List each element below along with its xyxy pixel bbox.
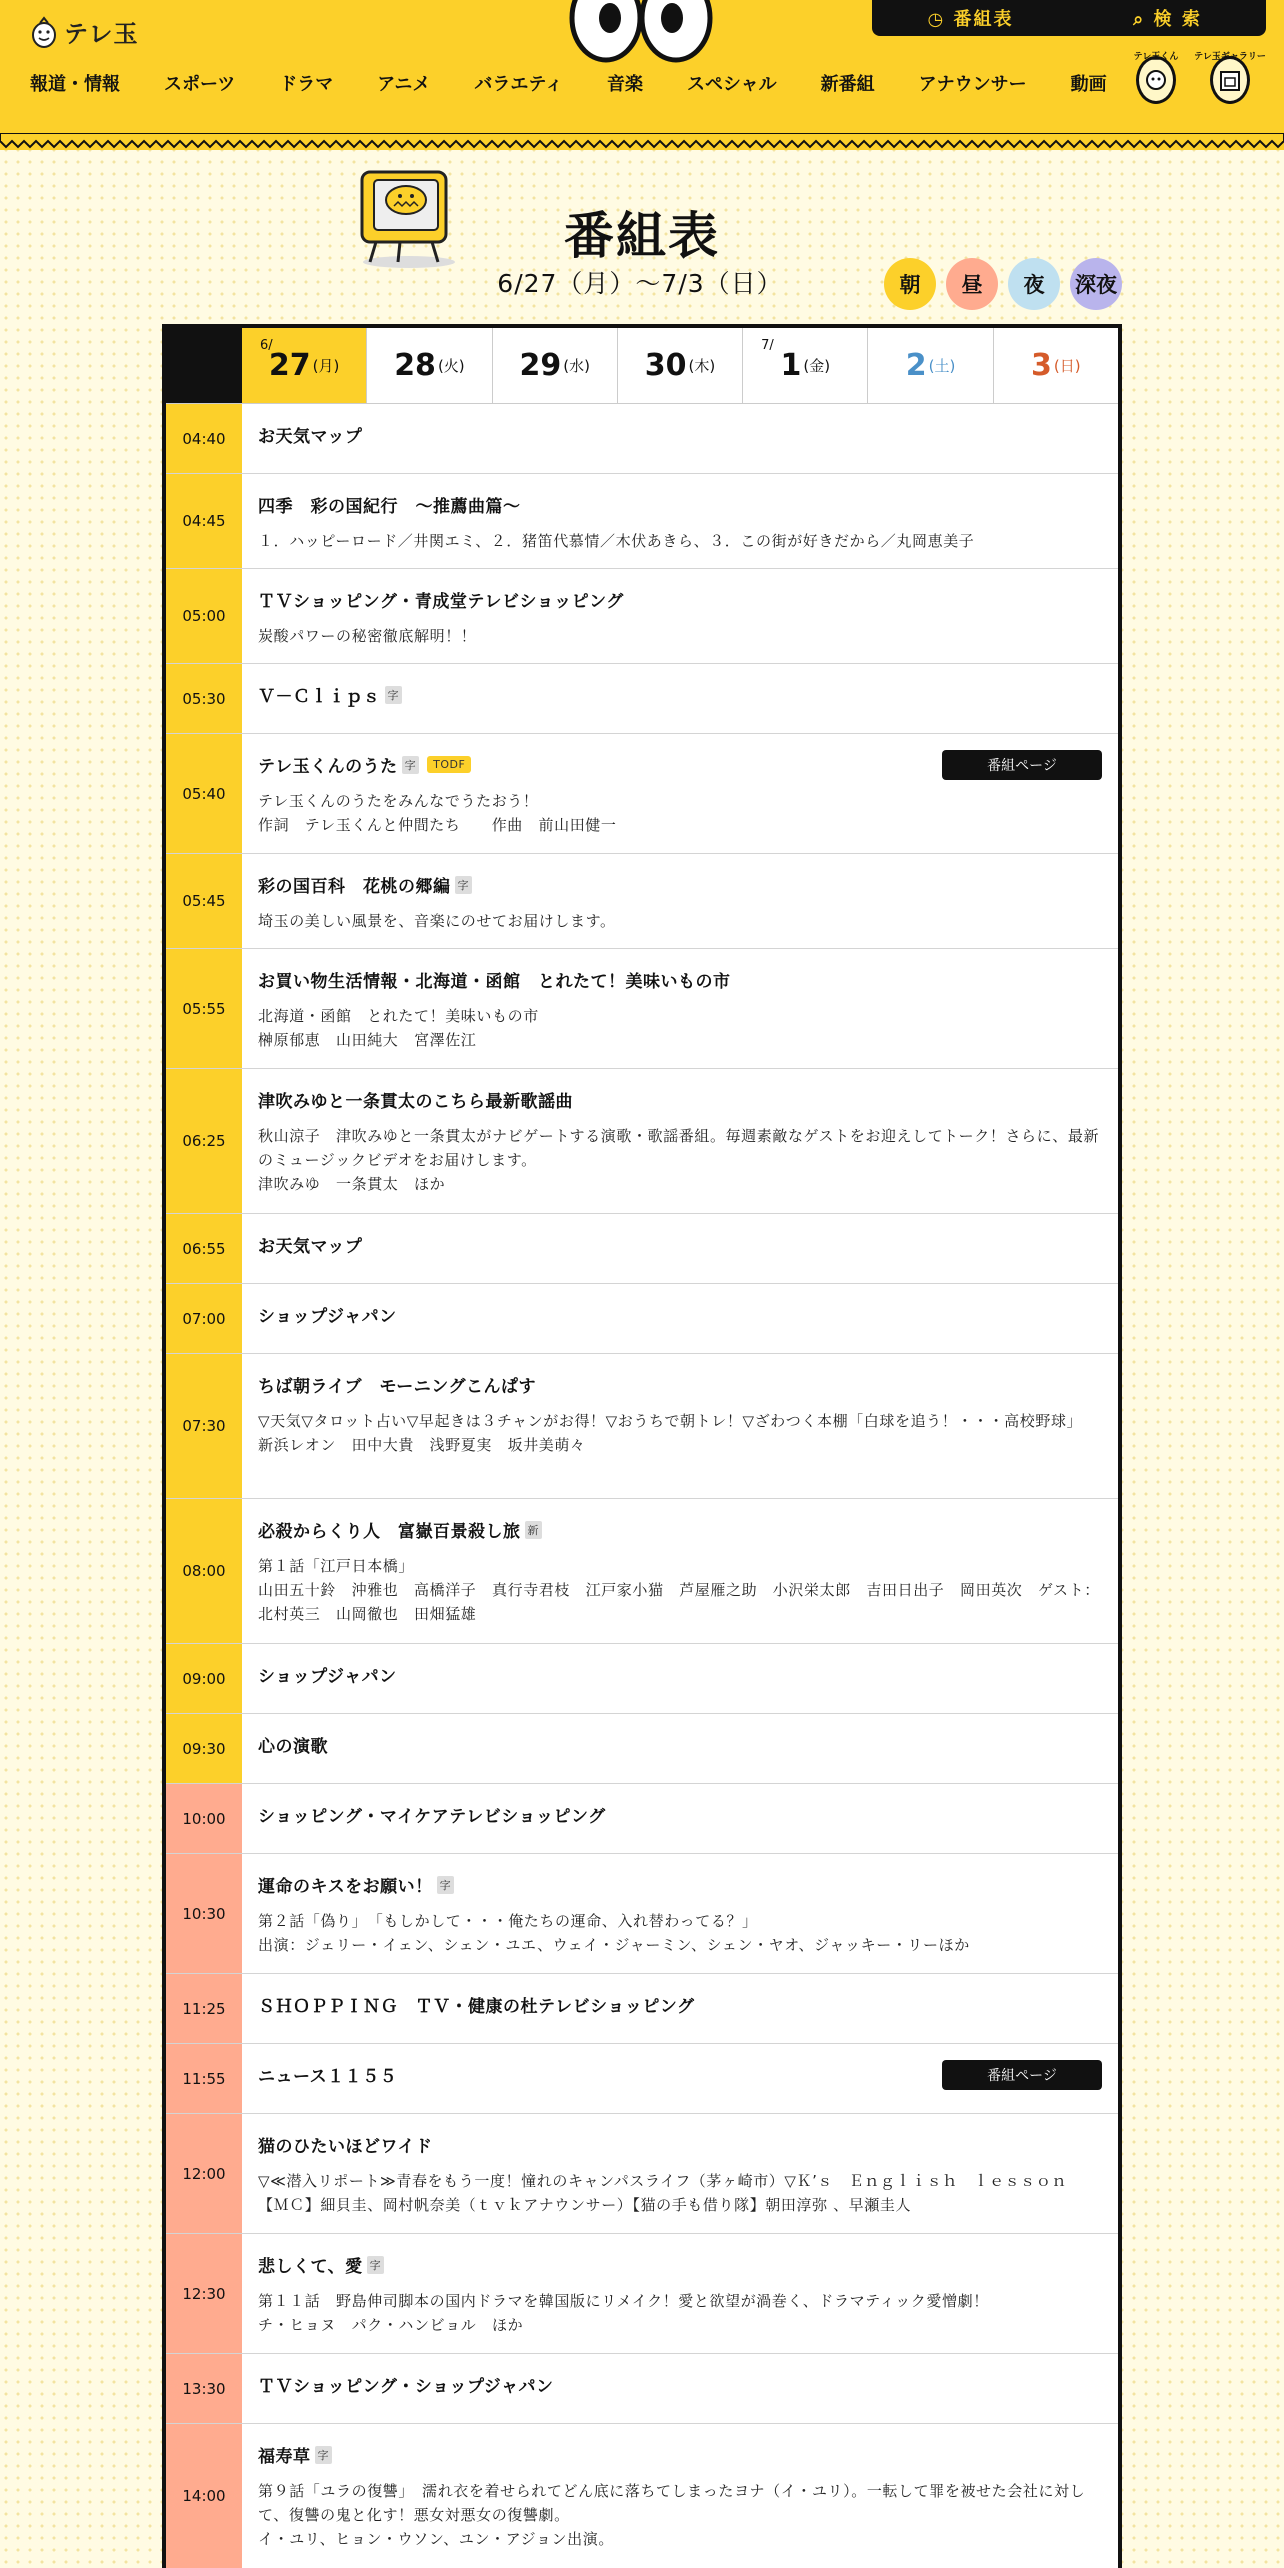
program-row[interactable] — [166, 2354, 1118, 2424]
program-description — [258, 2169, 1102, 2217]
program-row[interactable] — [166, 1284, 1118, 1354]
top-button-bar — [872, 0, 1266, 36]
program-row[interactable] — [166, 854, 1118, 949]
program-row[interactable] — [166, 2114, 1118, 2234]
day-number: 28 — [394, 348, 436, 383]
program-title: 猫のひたいほどワイド — [258, 2137, 433, 2157]
program-time: 12:30 — [166, 2234, 242, 2353]
nav-item-anime[interactable]: アニメ — [377, 74, 431, 95]
program-time: 04:45 — [166, 474, 242, 568]
calendar-icon — [1219, 68, 1241, 92]
program-title-line — [258, 2442, 1102, 2467]
nav-item-news[interactable]: 報道・情報 — [30, 74, 120, 95]
program-title: ニュース１１５５ — [258, 2067, 398, 2087]
program-title: ＴＶショッピング・青成堂テレビショッピング — [258, 592, 624, 612]
main-nav — [30, 70, 1151, 96]
day-weekday: (木) — [688, 357, 716, 375]
program-row[interactable] — [166, 1974, 1118, 2044]
day-tabs — [166, 328, 1118, 404]
program-row[interactable] — [166, 1214, 1118, 1284]
program-description-line: 出演：ジェリー・イェン、シェン・ユエ、ウェイ・ジャーミン、シェン・ヤオ、ジャッキー・リーほか — [258, 1936, 970, 1954]
schedule-button-label: 番組表 — [953, 9, 1014, 30]
tod-late-night-button[interactable]: 深夜 — [1070, 258, 1122, 310]
program-title: 必殺からくり人 富嶽百景殺し旅 — [258, 1522, 521, 1542]
program-time: 06:55 — [166, 1214, 242, 1283]
program-description-line: 第９話「ユラの復讐」 濡れ衣を着せられてどん底に落ちてしまったヨナ（イ・ユリ）。一転して罪を被せた会社に対して、復讐の鬼と化す！悪女対悪女の復讐劇。 — [258, 2482, 1086, 2524]
program-row[interactable] — [166, 1784, 1118, 1854]
program-description-line: 秋山涼子 津吹みゆと一条貫太がナビゲートする演歌・歌謡番組。毎週素敵なゲストをお迎えしてトーク！さらに、最新のミュージックビデオをお届けします。 — [258, 1127, 1100, 1169]
program-title: お天気マップ — [258, 1237, 363, 1257]
program-page-button[interactable]: 番組ページ — [942, 2060, 1102, 2090]
program-description: １．ハッピーロード／井関エミ、２．猪笛代慕情／木伏あきら、３．この街が好きだから／丸岡恵美子 — [258, 532, 975, 550]
program-row[interactable] — [166, 569, 1118, 664]
day-month: 7/ — [761, 338, 774, 353]
program-time: 12:00 — [166, 2114, 242, 2233]
program-description — [258, 1124, 1102, 1196]
program-description — [258, 2289, 1102, 2337]
tod-night-button[interactable]: 夜 — [1008, 258, 1060, 310]
program-title: Ｖ－Ｃｌｉｐｓ — [258, 687, 381, 707]
program-title: 彩の国百科 花桃の郷編 — [258, 877, 451, 897]
program-description — [258, 1004, 1102, 1052]
day-number: 29 — [519, 348, 562, 383]
schedule-button[interactable] — [872, 5, 1069, 31]
program-title: ショップジャパン — [258, 1667, 397, 1687]
program-title: 四季 彩の国紀行 ～推薦曲篇～ — [258, 497, 521, 517]
program-time: 10:30 — [166, 1854, 242, 1973]
program-title-line — [258, 2252, 1102, 2277]
program-description — [258, 789, 1102, 837]
program-title: 福寿草 — [258, 2447, 311, 2467]
day-tab[interactable] — [617, 328, 742, 403]
nav-item-videos[interactable]: 動画 — [1070, 74, 1107, 95]
header-zigzag-edge — [0, 133, 1284, 153]
teletama-gallery-link[interactable] — [1194, 52, 1266, 104]
subtitle-badge: 字 — [315, 2446, 333, 2464]
program-time: 05:45 — [166, 854, 242, 948]
program-row[interactable] — [166, 734, 1118, 854]
program-time: 07:30 — [166, 1354, 242, 1498]
nav-item-announcers[interactable]: アナウンサー — [918, 74, 1027, 95]
program-time: 05:30 — [166, 664, 242, 733]
mascot-face-icon — [1144, 68, 1168, 92]
day-tabs-corner — [166, 328, 242, 403]
day-weekday: (金) — [803, 357, 831, 375]
program-row[interactable] — [166, 1854, 1118, 1974]
program-description-line: 作詞 テレ玉くんと仲間たち 作曲 前山田健一 — [258, 816, 617, 834]
day-number: 30 — [644, 348, 687, 383]
program-time: 08:00 — [166, 1499, 242, 1643]
program-title: お天気マップ — [258, 427, 363, 447]
program-time: 09:00 — [166, 1644, 242, 1713]
program-time: 14:00 — [166, 2424, 242, 2568]
program-time: 05:55 — [166, 949, 242, 1068]
nav-item-drama[interactable]: ドラマ — [279, 74, 334, 95]
program-title: ＳＨＯＰＰＩＮＧ ＴＶ・健康の杜テレビショッピング — [258, 1997, 695, 2017]
teletama-kun-link[interactable] — [1133, 52, 1179, 104]
subtitle-badge: 字 — [367, 2256, 385, 2274]
tv-mascot-icon — [354, 166, 464, 276]
program-row[interactable] — [166, 2424, 1118, 2568]
nav-item-sports[interactable]: スポーツ — [164, 74, 236, 95]
nav-item-new-programs[interactable]: 新番組 — [820, 74, 875, 95]
day-tab[interactable] — [742, 328, 867, 403]
program-description-line: ▽≪潜入リポート≫青春をもう一度！憧れのキャンパスライフ（茅ヶ崎市）▽Ｋ’ｓ Ｅｎｇｌｉｓｈ ｌｅｓｓｏｎ — [258, 2172, 1068, 2190]
new-badge: 新 — [525, 1521, 543, 1539]
day-weekday: (土) — [928, 357, 956, 375]
program-description-line: 新浜レオン 田中大貴 浅野夏実 坂井美萌々 — [258, 1436, 586, 1454]
program-row[interactable] — [166, 1354, 1118, 1499]
program-title: 運命のキスをお願い！ — [258, 1877, 433, 1897]
program-time: 05:00 — [166, 569, 242, 663]
program-title: ショップジャパン — [258, 1307, 397, 1327]
teletama-gallery-label: テレ玉ギャラリー — [1194, 52, 1266, 62]
program-description-line: 第２話「偽り」 「もしかして・・・俺たちの運命、入れ替わってる？」 — [258, 1912, 758, 1930]
program-time: 05:40 — [166, 734, 242, 853]
date-range: 6/27（月）〜7/3（日） — [497, 269, 783, 298]
program-title: ショッピング・マイケアテレビショッピング — [258, 1807, 606, 1827]
program-title: 悲しくて、愛 — [258, 2257, 363, 2277]
program-time: 09:30 — [166, 1714, 242, 1783]
program-time: 10:00 — [166, 1784, 242, 1853]
day-weekday: (水) — [563, 357, 590, 375]
program-row[interactable] — [166, 664, 1118, 734]
program-row[interactable] — [166, 1644, 1118, 1714]
day-month: 6/ — [260, 338, 273, 353]
program-title-line — [258, 1517, 1102, 1542]
tod-morning-button[interactable]: 朝 — [884, 258, 936, 310]
nav-item-special[interactable]: スペシャル — [686, 74, 777, 95]
program-description-line: ▽天気▽タロット占い▽早起きは３チャンがお得！▽おうちで朝トレ！▽ざわつく本棚「白球を追う！・・・高校野球」 — [258, 1412, 1083, 1430]
day-tab[interactable] — [993, 328, 1118, 403]
subtitle-badge: 字 — [437, 1876, 455, 1894]
program-title-line — [258, 1872, 1102, 1897]
subtitle-badge: 字 — [455, 876, 473, 894]
program-row[interactable] — [166, 1714, 1118, 1784]
program-description-line: 津吹みゆ 一条貫太 ほか — [258, 1175, 446, 1193]
site-logo[interactable] — [30, 14, 139, 49]
day-number: 3 — [1031, 348, 1052, 383]
search-button-label: 検 索 — [1153, 9, 1202, 30]
program-time: 06:25 — [166, 1069, 242, 1213]
program-title-line — [258, 682, 1102, 707]
program-description-line: 【ＭＣ】細貝圭、岡村帆奈美（ｔｖｋアナウンサー）【猫の手も借り隊】朝田淳弥 、早瀬圭人 — [258, 2196, 912, 2214]
program-row[interactable] — [166, 1499, 1118, 1644]
clock-icon: ◷ — [927, 9, 946, 30]
search-button[interactable] — [1069, 5, 1266, 31]
program-description — [258, 1554, 1102, 1626]
teletama-kun-label: テレ玉くん — [1133, 52, 1179, 62]
subtitle-badge: 字 — [402, 756, 420, 774]
program-row[interactable] — [166, 949, 1118, 1069]
day-weekday: (日) — [1053, 357, 1081, 375]
program-row[interactable] — [166, 2044, 1118, 2114]
program-row[interactable] — [166, 1069, 1118, 1214]
day-number: 1 — [780, 348, 802, 383]
nav-item-music[interactable]: 音楽 — [606, 74, 643, 95]
program-title: 心の演歌 — [258, 1737, 328, 1757]
program-description-line: チ・ヒョヌ パク・ハンビョル ほか — [258, 2316, 524, 2334]
program-description — [258, 1909, 1102, 1957]
day-weekday: (月) — [312, 357, 340, 375]
day-tab[interactable] — [242, 328, 366, 403]
program-description — [258, 2479, 1102, 2551]
program-description-line: 第１１話 野島伸司脚本の国内ドラマを韓国版にリメイク！愛と欲望が渦巻く、ドラマティック愛憎劇！ — [258, 2292, 989, 2310]
program-time: 11:55 — [166, 2044, 242, 2113]
program-description-line: 北海道・函館 とれたて！美味いもの市 — [258, 1007, 539, 1025]
schedule-table — [162, 324, 1122, 2568]
todf-badge: TODF — [427, 756, 471, 773]
program-row[interactable] — [166, 404, 1118, 474]
program-title: ＴＶショッピング・ショップジャパン — [258, 2377, 554, 2397]
program-description-line: テレ玉くんのうたをみんなでうたおう！ — [258, 792, 539, 810]
program-description — [258, 1409, 1102, 1457]
program-time: 04:40 — [166, 404, 242, 473]
day-tab[interactable] — [366, 328, 491, 403]
day-number: 2 — [905, 348, 927, 383]
program-description: 埼玉の美しい風景を、音楽にのせてお届けします。 — [258, 912, 616, 930]
mascot-eyes-icon — [566, 0, 716, 66]
program-description-line: 榊原郁恵 山田純大 宮澤佐江 — [258, 1031, 477, 1049]
tele-tama-mascot-icon — [30, 15, 58, 49]
program-title: お買い物生活情報・北海道・函館 とれたて！美味いもの市 — [258, 972, 731, 992]
day-tab[interactable] — [492, 328, 617, 403]
nav-item-variety[interactable]: バラエティ — [474, 74, 563, 95]
subtitle-badge: 字 — [385, 686, 403, 704]
search-icon: ⌕ — [1133, 9, 1146, 30]
program-title-line — [258, 872, 1102, 897]
tod-noon-button[interactable]: 昼 — [946, 258, 998, 310]
program-description: 炭酸パワーの秘密徹底解明！！ — [258, 627, 477, 645]
logo-text: テレ玉 — [64, 20, 139, 48]
program-time: 07:00 — [166, 1284, 242, 1353]
day-weekday: (火) — [437, 357, 465, 375]
program-description-line: イ・ユリ、ヒョン・ウソン、ユン・アジョン出演。 — [258, 2530, 614, 2548]
program-description-line: 山田五十鈴 沖雅也 高橋洋子 真行寺君枝 江戸家小猫 芦屋雁之助 小沢栄太郎 吉田日出子 岡田英次 ゲスト：北村英三 山岡徹也 田畑猛雄 — [258, 1581, 1100, 1623]
program-time: 11:25 — [166, 1974, 242, 2043]
day-number: 27 — [268, 348, 311, 383]
program-description-line: 第１話「江戸日本橋」 — [258, 1557, 415, 1575]
program-row[interactable] — [166, 474, 1118, 569]
site-header — [0, 0, 1284, 150]
page-title: 番組表 — [564, 207, 720, 265]
program-row[interactable] — [166, 2234, 1118, 2354]
program-time: 13:30 — [166, 2354, 242, 2423]
day-tab[interactable] — [867, 328, 992, 403]
program-title: ちば朝ライブ モーニングこんぱす — [258, 1377, 536, 1397]
program-title: テレ玉くんのうた — [258, 757, 398, 777]
program-page-button[interactable]: 番組ページ — [942, 750, 1102, 780]
program-title: 津吹みゆと一条貫太のこちら最新歌謡曲 — [258, 1092, 573, 1112]
